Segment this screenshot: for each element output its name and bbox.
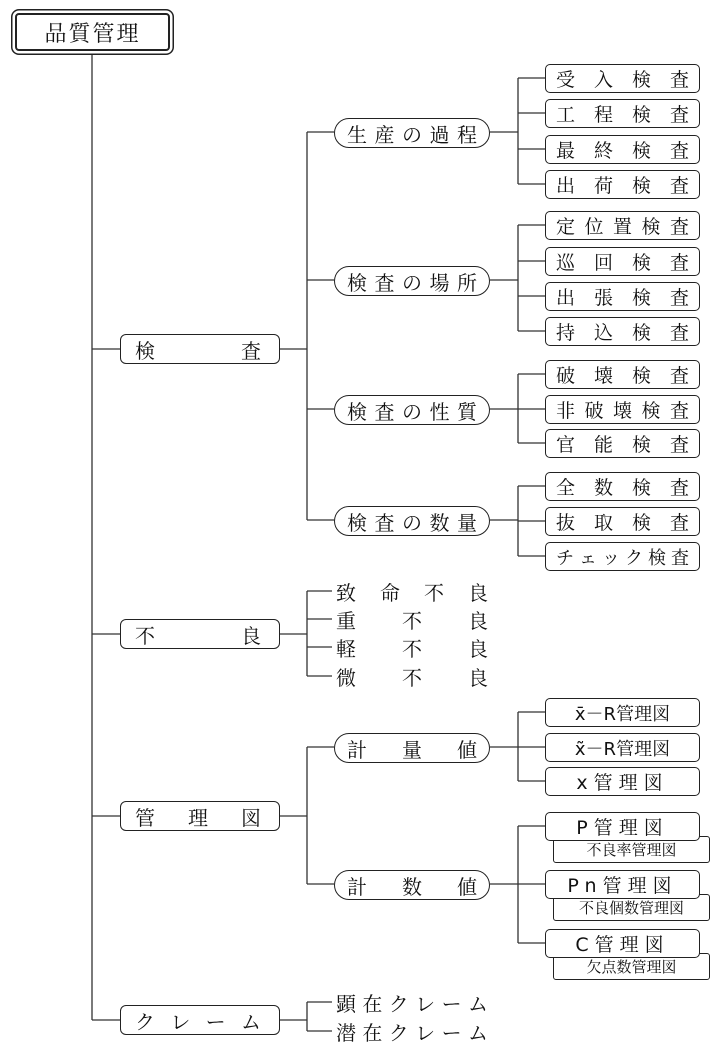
group-label: 検 査 の 性 質 [347,399,477,424]
category-defect-label: 不 良 [135,623,261,648]
category-claim [120,1005,280,1035]
leaf-node [545,170,700,199]
group-label: 計 数 値 [347,874,477,899]
leaf-label: 非 破 壊 検 査 [556,400,689,422]
leaf-node [545,733,700,762]
group-inspection-nature [334,395,490,425]
leaf-label: 巡 回 検 査 [556,252,689,274]
sub-label: 不良率管理図 [586,841,677,859]
group-inspection-quantity [334,506,490,536]
defect-item [336,606,488,632]
defect-item [336,578,488,604]
group-label: 検 査 の 数 量 [347,510,477,535]
leaf-label: 抜 取 検 査 [556,512,689,534]
leaf-node [545,698,700,727]
group-attributes [334,870,490,900]
defect-item-label: 軽 不 良 [336,636,488,661]
category-inspection-label: 検 査 [135,338,261,363]
leaf-node [545,929,700,958]
leaf-label: 出 荷 検 査 [556,175,689,197]
leaf-label: x̃－R管理図 [574,738,671,760]
leaf-label: 最 終 検 査 [556,140,689,162]
leaf-node [545,395,700,424]
claim-item-label: 顕 在 ク レ ー ム [336,991,488,1016]
leaf-label: x管理図 [576,772,669,794]
group-label: 計 量 値 [347,737,477,762]
sub-label: 欠点数管理図 [586,958,677,976]
leaf-node [545,99,700,128]
group-label: 検 査 の 場 所 [347,270,477,295]
leaf-label: 全 数 検 査 [556,477,689,499]
leaf-node [545,64,700,93]
leaf-node [545,472,700,501]
category-inspection [120,334,280,364]
group-inspection-location [334,266,490,296]
sub-label: 不良個数管理図 [578,899,684,917]
leaf-node [545,282,700,311]
claim-item [336,989,488,1015]
leaf-node [545,317,700,346]
leaf-label: 破 壊 検 査 [556,365,689,387]
leaf-node [545,360,700,389]
category-control-chart-label: 管 理 図 [135,805,261,830]
leaf-label: 持 込 検 査 [556,322,689,344]
leaf-label: 出 張 検 査 [556,287,689,309]
group-production-process [334,118,490,148]
group-variables [334,733,490,763]
leaf-label: 定 位 置 検 査 [556,216,689,238]
category-control-chart [120,801,280,831]
defect-item-label: 重 不 良 [336,608,488,633]
root-node [15,13,170,51]
leaf-label: 受 入 検 査 [556,69,689,91]
leaf-label: 工 程 検 査 [556,104,689,126]
leaf-node [545,211,700,240]
root-label: 品質管理 [44,21,141,47]
group-label: 生 産 の 過 程 [347,122,477,147]
category-defect [120,619,280,649]
leaf-label: P管理図 [576,817,669,839]
claim-item [336,1018,488,1044]
leaf-node [545,429,700,458]
claim-item-label: 潜 在 ク レ ー ム [336,1020,488,1045]
leaf-label: C管理図 [575,934,670,956]
leaf-label: Pn管理図 [567,875,678,897]
defect-item-label: 微 不 良 [336,665,488,690]
leaf-node [545,542,700,571]
leaf-label: 官 能 検 査 [556,434,689,456]
defect-item [336,634,488,660]
leaf-node [545,135,700,164]
category-claim-label: ク レ ー ム [135,1009,261,1034]
defect-item [336,663,488,689]
leaf-node [545,247,700,276]
leaf-node [545,870,700,899]
leaf-node [545,812,700,841]
leaf-label: x̄－R管理図 [574,703,671,725]
defect-item-label: 致 命 不 良 [336,580,488,605]
leaf-node [545,507,700,536]
leaf-label: チ ェ ッ ク 検 査 [556,547,689,569]
leaf-node [545,767,700,796]
